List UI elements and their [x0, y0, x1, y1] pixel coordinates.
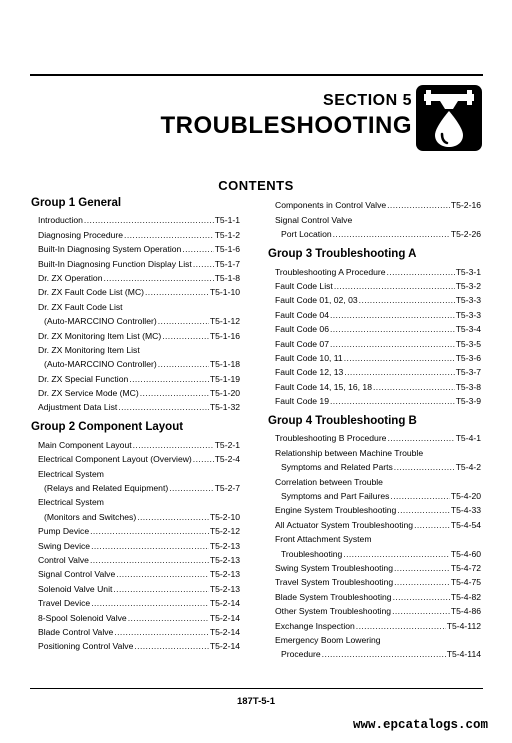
- toc-entry-title: Dr. ZX Fault Code List (MC): [38, 287, 145, 298]
- toc-entry-page: T5-4-112: [446, 620, 481, 631]
- toc-entry[interactable]: [31, 493, 240, 507]
- toc-entry-title: Built-In Diagnosing Function Display List: [38, 258, 192, 269]
- toc-entry-title: Correlation between Trouble: [275, 476, 383, 487]
- toc-entry[interactable]: [31, 479, 240, 493]
- watermark: www.epcatalogs.com: [352, 718, 488, 732]
- toc-entry[interactable]: [268, 530, 481, 544]
- toc-entry[interactable]: [31, 623, 240, 637]
- toc-entry[interactable]: [268, 515, 481, 529]
- toc-entry-title: Symptoms and Related Parts: [281, 462, 393, 473]
- toc-entry-page: T5-2-14: [209, 612, 240, 623]
- toc-entry-page: T5-4-72: [450, 562, 481, 573]
- toc-entry-page: T5-1-8: [214, 272, 240, 283]
- dot-leader: [113, 584, 209, 594]
- dot-leader: [90, 555, 209, 565]
- toc-entry-title: Fault Code List: [275, 280, 333, 291]
- toc-entry-title: Pump Device: [38, 526, 90, 537]
- dot-leader: [124, 230, 214, 240]
- toc-entry-page: T5-1-1: [214, 215, 240, 226]
- toc-entry-title: Engine System Troubleshooting: [275, 505, 397, 516]
- toc-entry-title: Dr. ZX Operation: [38, 272, 103, 283]
- contents-heading: CONTENTS: [218, 178, 294, 193]
- toc-entry[interactable]: [268, 277, 481, 291]
- toc-entry-page: T5-2-4: [214, 454, 240, 465]
- toc-entry[interactable]: [268, 573, 481, 587]
- toc-entry[interactable]: [268, 587, 481, 601]
- dot-leader: [322, 649, 446, 659]
- dot-leader: [392, 606, 450, 616]
- bottom-rule: [30, 688, 483, 689]
- toc-entry[interactable]: [31, 522, 240, 536]
- toc-entry[interactable]: [268, 501, 481, 515]
- toc-entry-title: Signal Control Valve: [275, 214, 353, 225]
- toc-entry[interactable]: [31, 240, 240, 254]
- toc-entry[interactable]: [268, 645, 481, 659]
- toc-entry-page: T5-1-32: [209, 402, 240, 413]
- toc-entry-page: T5-1-16: [209, 330, 240, 341]
- toc-entry-title: Swing System Troubleshooting: [275, 562, 393, 573]
- toc-entry-page: T5-1-10: [209, 287, 240, 298]
- toc-entry[interactable]: [268, 262, 481, 276]
- toc-entry-page: T5-1-20: [209, 388, 240, 399]
- toc-entry-title: Port Location: [281, 229, 332, 240]
- toc-entry-page: T5-2-14: [209, 626, 240, 637]
- toc-entry-page: T5-3-3: [455, 295, 481, 306]
- toc-entry-page: T5-2-14: [209, 598, 240, 609]
- toc-entry[interactable]: [31, 398, 240, 412]
- toc-entry-page: T5-3-8: [455, 381, 481, 392]
- toc-entry[interactable]: [31, 579, 240, 593]
- toc-entry-page: T5-1-18: [209, 359, 240, 370]
- toc-entry[interactable]: [268, 616, 481, 630]
- top-rule: [30, 74, 483, 76]
- toc-entry-page: T5-3-7: [455, 367, 481, 378]
- toc-entry-title: Travel Device: [38, 598, 91, 609]
- dot-leader: [393, 592, 450, 602]
- toc-entry[interactable]: [31, 551, 240, 565]
- dot-leader: [90, 526, 209, 536]
- toc-entry-title: Built-In Diagnosing System Operation: [38, 244, 182, 255]
- toc-entry-title: Signal Control Valve: [38, 569, 116, 580]
- toc-entry-title: Main Component Layout: [38, 439, 132, 450]
- toc-entry-title: Fault Code 12, 13: [275, 367, 344, 378]
- toc-entry-page: T5-2-13: [209, 554, 240, 565]
- dot-leader: [344, 367, 454, 377]
- toc-entry[interactable]: [268, 559, 481, 573]
- dot-leader: [330, 339, 455, 349]
- dot-leader: [91, 598, 209, 608]
- toc-entry-page: T5-1-2: [214, 229, 240, 240]
- toc-entry-title: Blade System Troubleshooting: [275, 591, 392, 602]
- toc-entry-title: (Relays and Related Equipment): [44, 483, 169, 494]
- dot-leader: [387, 433, 454, 443]
- toc-entry-title: Electrical System: [38, 497, 104, 508]
- toc-entry-title: Other System Troubleshooting: [275, 606, 392, 617]
- toc-entry-title: Fault Code 01, 02, 03: [275, 295, 358, 306]
- toc-entry-title: All Actuator System Troubleshooting: [275, 519, 414, 530]
- toc-entry-title: (Auto-MARCCINO Controller): [44, 316, 157, 327]
- dot-leader: [145, 287, 209, 297]
- toc-entry-title: Symptoms and Part Failures: [281, 491, 390, 502]
- toc-entry[interactable]: [268, 305, 481, 319]
- dot-leader: [193, 259, 214, 269]
- toc-entry-page: T5-2-13: [209, 540, 240, 551]
- dot-leader: [390, 491, 449, 501]
- toc-entry[interactable]: [31, 608, 240, 622]
- toc-entry-page: T5-4-114: [446, 649, 481, 660]
- dot-leader: [330, 310, 455, 320]
- toc-entry-page: T5-3-5: [455, 338, 481, 349]
- toc-entry-title: Fault Code 07: [275, 338, 329, 349]
- toc-entry-page: T5-1-12: [209, 316, 240, 327]
- dot-leader: [118, 402, 209, 412]
- toc-entry-page: T5-4-1: [455, 433, 481, 444]
- toc-entry-page: T5-1-19: [209, 373, 240, 384]
- toc-entry-title: Solenoid Valve Unit: [38, 583, 113, 594]
- toc-entry[interactable]: [31, 450, 240, 464]
- section-label: SECTION 5: [323, 92, 412, 109]
- toc-entry-page: T5-2-26: [450, 229, 481, 240]
- toc-entry[interactable]: [268, 472, 481, 486]
- toc-entry-page: T5-4-86: [450, 606, 481, 617]
- toc-entry-page: T5-1-6: [214, 244, 240, 255]
- toc-entry[interactable]: [31, 565, 240, 579]
- dot-leader: [359, 295, 455, 305]
- toc-entry[interactable]: [31, 225, 240, 239]
- toc-entry-title: Fault Code 06: [275, 324, 329, 335]
- toc-entry[interactable]: [268, 602, 481, 616]
- toc-entry-page: T5-2-10: [209, 511, 240, 522]
- toc-entry-page: T5-4-33: [450, 505, 481, 516]
- dot-leader: [162, 331, 209, 341]
- toc-entry-title: Dr. ZX Special Function: [38, 373, 129, 384]
- toc-entry-title: Dr. ZX Service Mode (MC): [38, 388, 139, 399]
- toc-entry[interactable]: [31, 254, 240, 268]
- toc-entry-page: T5-3-1: [455, 266, 481, 277]
- toc-entry[interactable]: [31, 355, 240, 369]
- toc-entry[interactable]: [31, 594, 240, 608]
- group-title: Group 3 Troubleshooting A: [268, 248, 417, 261]
- dot-leader: [394, 563, 450, 573]
- toc-entry-page: T5-2-16: [450, 200, 481, 211]
- dot-leader: [84, 215, 214, 225]
- dot-leader: [356, 621, 446, 631]
- toc-entry-title: Introduction: [38, 215, 83, 226]
- toc-entry[interactable]: [31, 507, 240, 521]
- toc-entry[interactable]: [31, 297, 240, 311]
- toc-entry-title: Positioning Control Valve: [38, 641, 134, 652]
- toc-entry-title: Components in Control Valve: [275, 200, 387, 211]
- toc-entry-page: T5-3-4: [455, 324, 481, 335]
- page-number: 187T-5-1: [236, 696, 276, 707]
- toc-entry[interactable]: [268, 320, 481, 334]
- group-title: Group 1 General: [31, 197, 122, 209]
- toc-entry[interactable]: [268, 631, 481, 645]
- toc-right-column: [268, 196, 481, 659]
- toc-entry-page: T5-4-75: [450, 577, 481, 588]
- section-title: TROUBLESHOOTING: [160, 112, 412, 139]
- dot-leader: [334, 281, 455, 291]
- group-title: Group 2 Component Layout: [31, 421, 184, 434]
- toc-entry[interactable]: [31, 536, 240, 550]
- toc-entry[interactable]: [268, 429, 481, 443]
- toc-entry-title: (Auto-MARCCINO Controller): [44, 359, 157, 370]
- dot-leader: [394, 577, 450, 587]
- toc-entry[interactable]: [268, 443, 481, 457]
- dot-leader: [158, 359, 209, 369]
- dot-leader: [158, 316, 209, 326]
- toc-entry-page: T5-3-9: [455, 396, 481, 407]
- toc-entry[interactable]: [268, 334, 481, 348]
- toc-entry-title: Fault Code 14, 15, 16, 18: [275, 381, 372, 392]
- dot-leader: [344, 353, 455, 363]
- toc-entry[interactable]: [31, 637, 240, 651]
- toc-entry-title: Control Valve: [38, 554, 89, 565]
- toc-entry-title: Emergency Boom Lowering: [275, 634, 381, 645]
- dot-leader: [114, 627, 209, 637]
- toc-entry-title: Fault Code 19: [275, 396, 329, 407]
- toc-entry-title: Dr. ZX Monitoring Item List (MC): [38, 330, 162, 341]
- toc-entry[interactable]: [268, 377, 481, 391]
- toc-entry-title: Dr. ZX Monitoring Item List: [38, 344, 140, 355]
- toc-entry[interactable]: [31, 369, 240, 383]
- toc-entry-page: T5-2-12: [209, 526, 240, 537]
- toc-entry-page: T5-3-6: [455, 352, 481, 363]
- toc-entry-page: T5-2-14: [209, 641, 240, 652]
- toc-entry[interactable]: [268, 196, 481, 210]
- toc-entry[interactable]: [268, 291, 481, 305]
- toc-entry-title: Exchange Inspection: [275, 620, 355, 631]
- dot-leader: [182, 244, 213, 254]
- toc-entry-page: T5-2-1: [214, 439, 240, 450]
- toc-entry[interactable]: [31, 435, 240, 449]
- toc-entry[interactable]: [31, 283, 240, 297]
- toc-entry-page: T5-4-2: [455, 462, 481, 473]
- dot-leader: [343, 549, 450, 559]
- toc-entry[interactable]: [31, 269, 240, 283]
- dot-leader: [193, 454, 214, 464]
- toc-entry-title: Relationship between Machine Trouble: [275, 447, 424, 458]
- dot-leader: [129, 374, 209, 384]
- toc-entry[interactable]: [31, 211, 240, 225]
- toc-entry[interactable]: [268, 210, 481, 224]
- toc-entry-title: 8-Spool Solenoid Valve: [38, 612, 127, 623]
- toc-entry-page: T5-4-82: [450, 591, 481, 602]
- toc-entry[interactable]: [31, 384, 240, 398]
- dot-leader: [387, 200, 450, 210]
- toc-entry-title: Troubleshooting B Procedure: [275, 433, 387, 444]
- toc-entry-title: Diagnosing Procedure: [38, 229, 124, 240]
- toc-entry[interactable]: [268, 349, 481, 363]
- toc-entry-title: Dr. ZX Fault Code List: [38, 301, 123, 312]
- hydraulic-drip-icon: [416, 85, 482, 151]
- dot-leader: [140, 388, 209, 398]
- dot-leader: [387, 267, 455, 277]
- toc-entry[interactable]: [31, 341, 240, 355]
- dot-leader: [333, 229, 450, 239]
- toc-entry-page: T5-3-2: [455, 280, 481, 291]
- toc-entry[interactable]: [268, 544, 481, 558]
- toc-entry-title: Troubleshooting: [281, 548, 343, 559]
- dot-leader: [116, 569, 209, 579]
- dot-leader: [91, 541, 209, 551]
- dot-leader: [128, 613, 209, 623]
- toc-entry-page: T5-1-7: [214, 258, 240, 269]
- dot-leader: [330, 396, 455, 406]
- toc-entry[interactable]: [31, 326, 240, 340]
- toc-entry-title: Fault Code 04: [275, 309, 329, 320]
- toc-entry-title: Electrical System: [38, 468, 104, 479]
- toc-entry[interactable]: [268, 487, 481, 501]
- toc-entry-title: Procedure: [281, 649, 321, 660]
- dot-leader: [330, 324, 455, 334]
- toc-entry-page: T5-4-60: [450, 548, 481, 559]
- dot-leader: [373, 382, 455, 392]
- group-title: Group 4 Troubleshooting B: [268, 415, 417, 428]
- toc-entry[interactable]: [268, 225, 481, 239]
- dot-leader: [394, 462, 455, 472]
- toc-entry[interactable]: [268, 363, 481, 377]
- dot-leader: [134, 641, 209, 651]
- toc-entry-title: (Monitors and Switches): [44, 511, 137, 522]
- toc-entry[interactable]: [31, 464, 240, 478]
- toc-entry[interactable]: [31, 312, 240, 326]
- toc-entry[interactable]: [268, 392, 481, 406]
- toc-left-column: [31, 196, 240, 651]
- toc-entry-page: T5-2-13: [209, 569, 240, 580]
- toc-entry-page: T5-2-13: [209, 583, 240, 594]
- toc-entry-title: Swing Device: [38, 540, 91, 551]
- toc-entry[interactable]: [268, 458, 481, 472]
- toc-entry-page: T5-2-7: [214, 483, 240, 494]
- dot-leader: [137, 512, 209, 522]
- toc-entry-title: Blade Control Valve: [38, 626, 114, 637]
- toc-entry-title: Troubleshooting A Procedure: [275, 266, 386, 277]
- dot-leader: [414, 520, 450, 530]
- toc-entry-title: Front Attachment System: [275, 534, 372, 545]
- toc-entry-page: T5-3-3: [455, 309, 481, 320]
- toc-entry-page: T5-4-20: [450, 491, 481, 502]
- toc-entry-page: T5-4-54: [450, 519, 481, 530]
- toc-entry-title: Fault Code 10, 11: [275, 352, 343, 363]
- dot-leader: [133, 440, 214, 450]
- toc-entry-title: Electrical Component Layout (Overview): [38, 454, 192, 465]
- dot-leader: [169, 483, 213, 493]
- dot-leader: [103, 273, 213, 283]
- toc-entry-title: Adjustment Data List: [38, 402, 118, 413]
- dot-leader: [397, 505, 450, 515]
- toc-entry-title: Travel System Troubleshooting: [275, 577, 394, 588]
